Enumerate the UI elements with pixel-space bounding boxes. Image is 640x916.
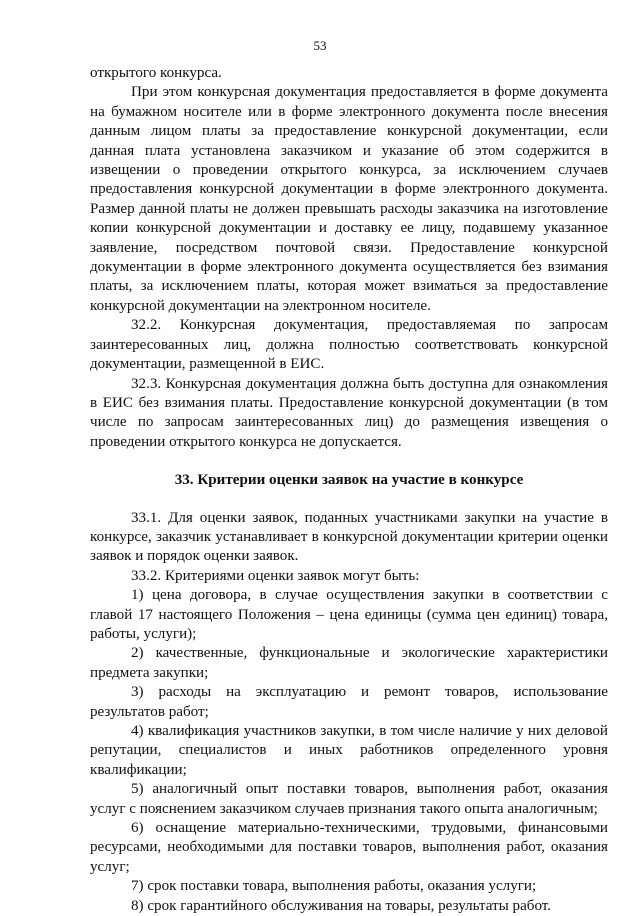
- paragraph: 32.2. Конкурсная документация, предоставляемая по запросам заинтересованных лиц, должна полностью соответствовать конкурсной документации, размещенной в ЕИС.: [90, 317, 608, 373]
- list-item: 5) аналогичный опыт поставки товаров, выполнения работ, оказания услуг с пояснением заказчиком случаев признания такого опыта аналогичным;: [90, 781, 608, 817]
- section-heading: 33. Критерии оценки заявок на участие в конкурсе: [174, 472, 524, 489]
- document-body: [90, 64, 608, 916]
- list-item: 4) квалификация участников закупки, в том числе наличие у них деловой репутации, специалистов и иных работников определенного уровня квалификации;: [90, 723, 608, 778]
- list-item: 1) цена договора, в случае осуществления закупки в соответствии с главой 17 настоящего Положения – цена единицы (сумма цен единиц) товара, работы, услуги);: [90, 587, 608, 642]
- paragraph: 32.3. Конкурсная документация должна быть доступна для ознакомления в ЕИС без взимания платы. Предоставление конкурсной документации (в том числе по запросам заинтересованных лиц) до размещения извещения о проведении открытого конкурса не допускается.: [90, 375, 608, 450]
- paragraph: 33.1. Для оценки заявок, поданных участниками закупки на участие в конкурсе, заказчик устанавливает в конкурсной документации критерии оценки заявок и порядок оценки заявок.: [90, 509, 608, 565]
- list-item: 6) оснащение материально-техническими, трудовыми, финансовыми ресурсами, необходимыми для поставки товаров, выполнения работ, оказания услуг;: [90, 820, 608, 875]
- list-item: 7) срок поставки товара, выполнения работы, оказания услуги;: [131, 878, 537, 895]
- list-item: 3) расходы на эксплуатацию и ремонт товаров, использование результатов работ;: [90, 684, 608, 720]
- page-number: 53: [313, 38, 327, 53]
- paragraph: открытого конкурса.: [90, 65, 222, 81]
- paragraph: При этом конкурсная документация предоставляется в форме документа на бумажном носителе или в форме электронного документа после внесения данным лицом платы за предоставление конкурсной документации, если данная плата установлена заказчиком и указание об этом содержится в извещении о проведении открытого конкурса, за исключением случаев предоставления конкурсной документации в форме электронного документа. Размер данной платы не должен превышать расходы заказчика на изготовление копии конкурсной документации и доставку ее лицу, подавшему указанное заявление, посредством почтовой связи. Предоставление конкурсной документации в форме электронного документа осуществляется без взимания платы, за исключением платы, которая может взиматься за предоставление конкурсной документации на электронном носителе.: [90, 84, 608, 314]
- list-item: 2) качественные, функциональные и экологические характеристики предмета закупки;: [90, 645, 608, 681]
- paragraph: 33.2. Критериями оценки заявок могут быть:: [131, 567, 420, 584]
- section-32-continuation: [90, 64, 608, 452]
- section-33-body: [90, 509, 608, 916]
- list-item: 8) срок гарантийного обслуживания на товары, результаты работ.: [131, 897, 552, 914]
